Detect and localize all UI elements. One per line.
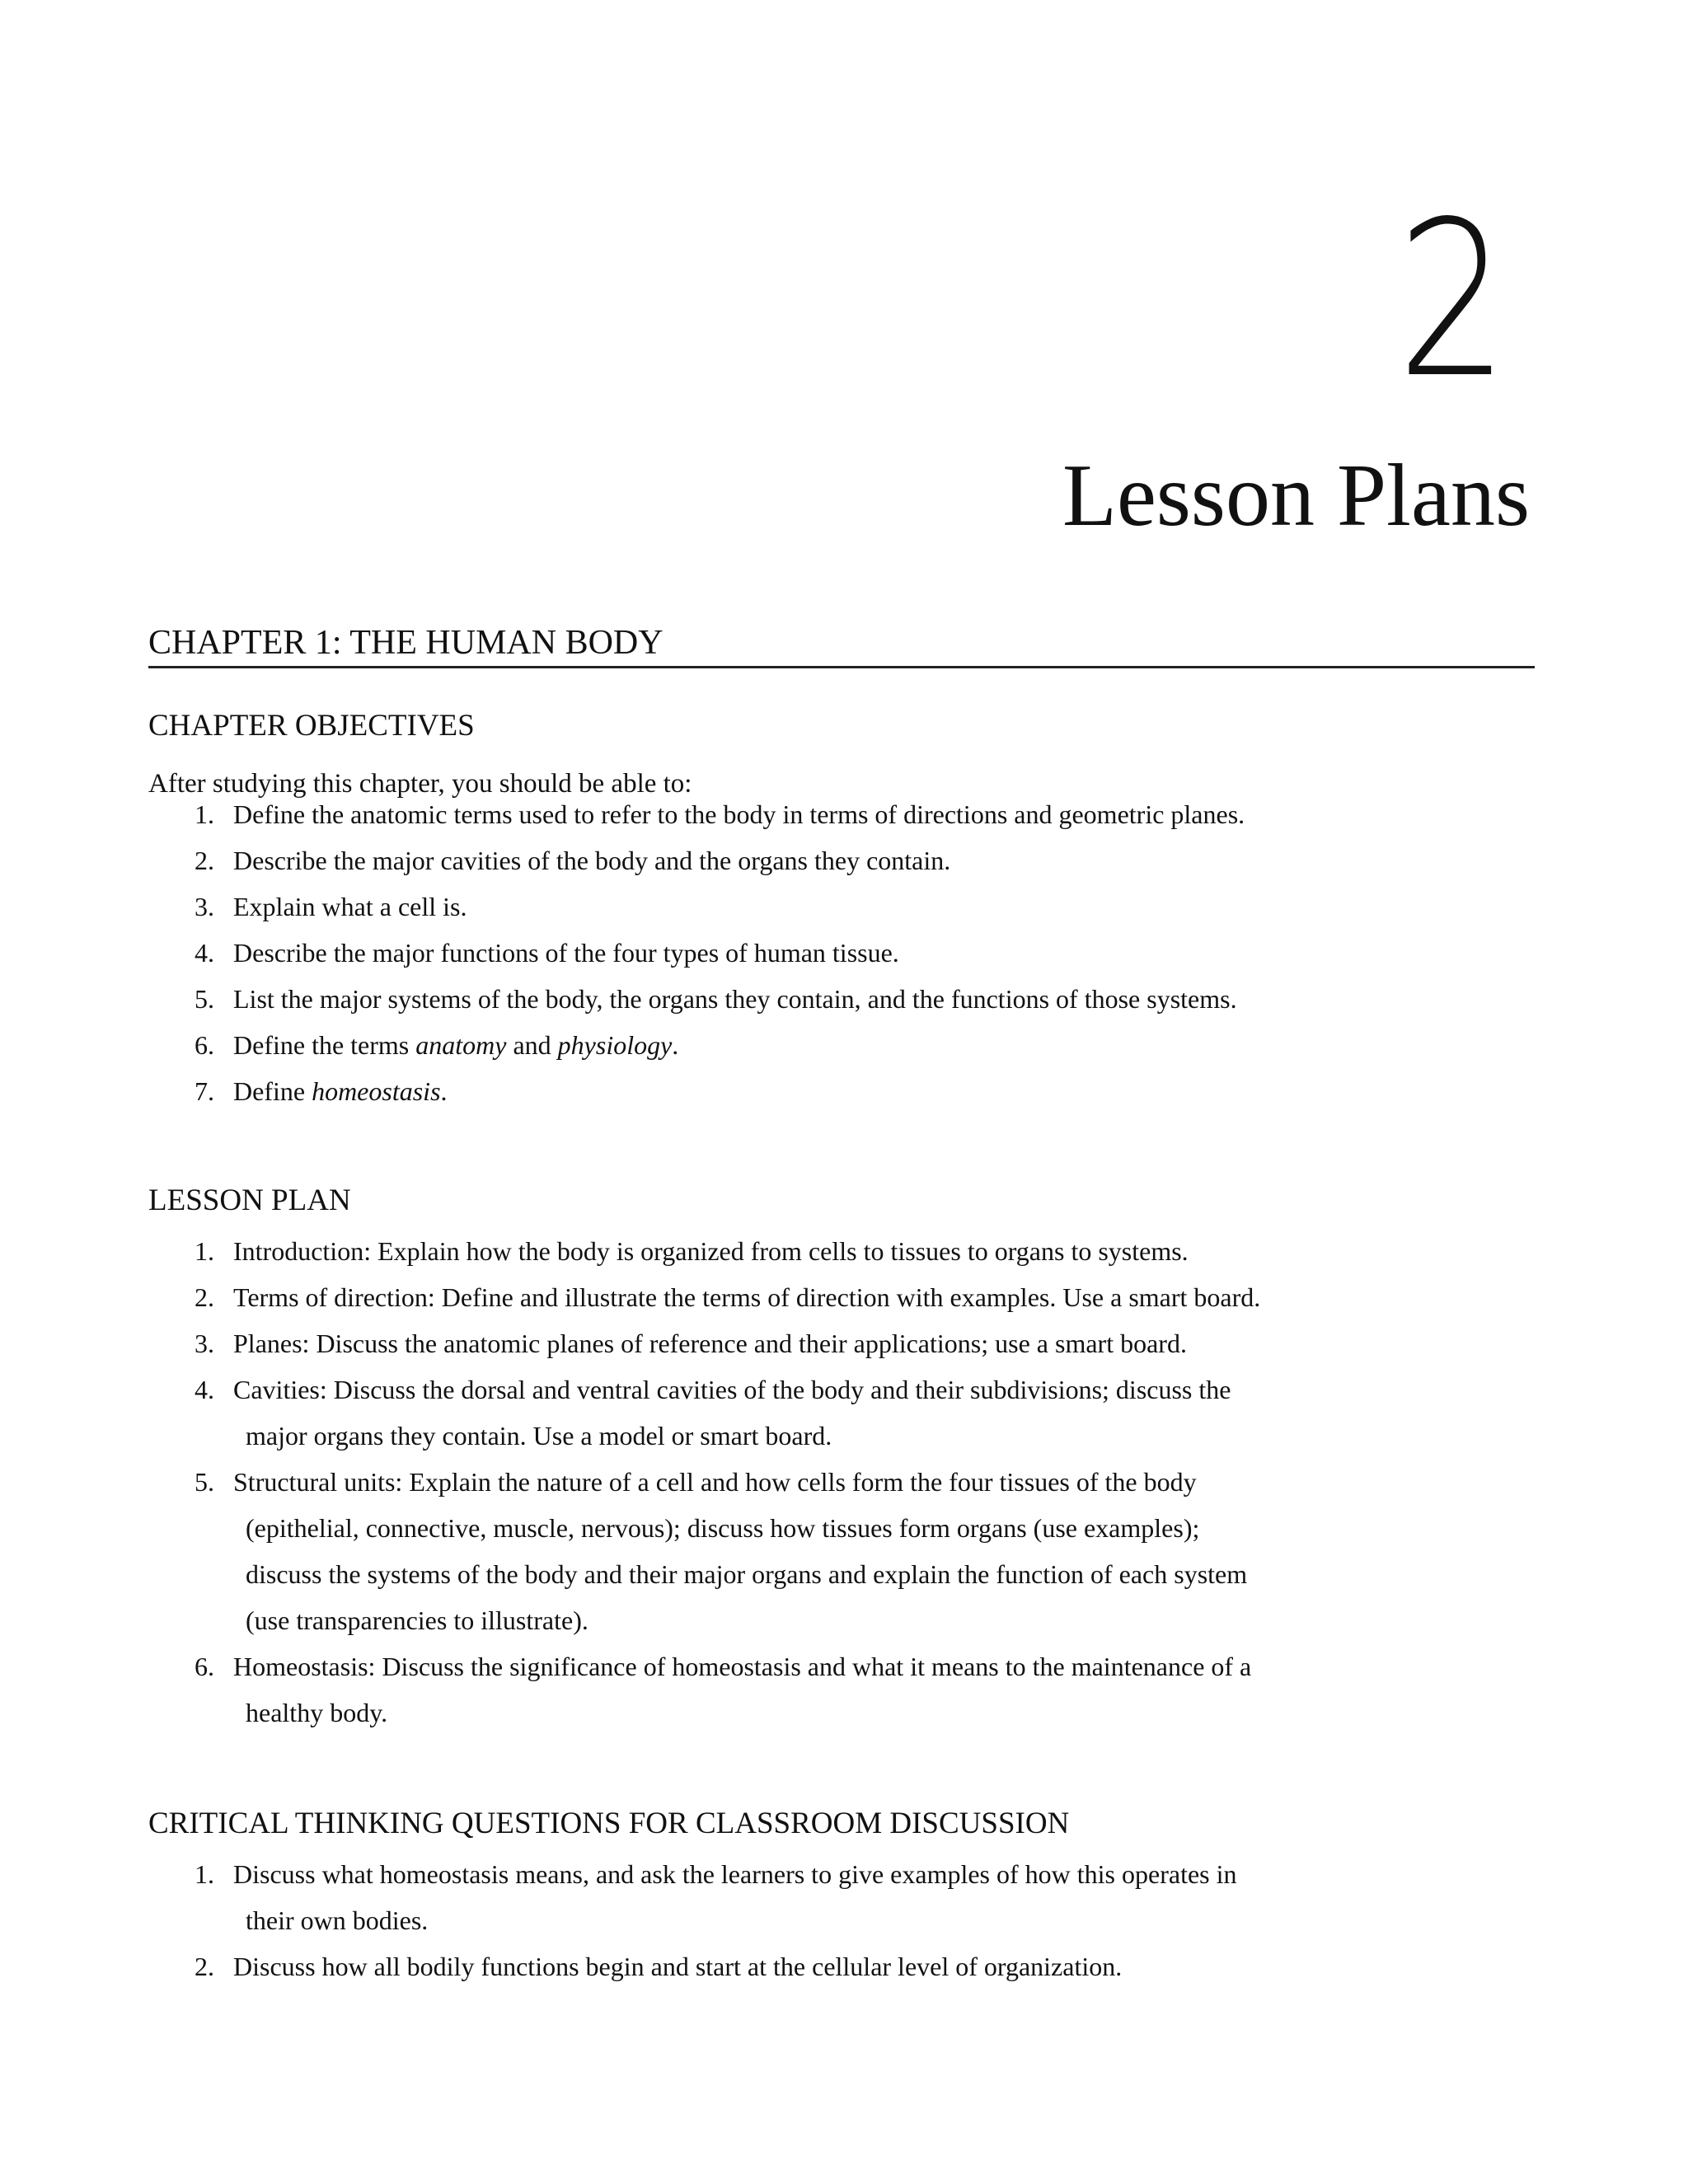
item-number: 1. [195, 1236, 214, 1266]
objective-item [0, 837, 1321, 883]
objectives-title: CHAPTER OBJECTIVES [148, 709, 475, 743]
item-text-mid: and [506, 1030, 558, 1060]
objective-item [0, 976, 1321, 1022]
item-number: 4. [195, 938, 214, 968]
chapter-heading: CHAPTER 1: THE HUMAN BODY [148, 620, 1535, 668]
item-text: Discuss how all bodily functions begin and start at the cellular level of organization. [233, 1952, 1123, 1981]
item-text: Explain what a cell is. [233, 892, 467, 921]
objective-item [0, 930, 1321, 976]
item-text: Define the anatomic terms used to refer to the body in terms of directions and geometric planes. [233, 799, 1245, 829]
item-number: 6. [195, 1030, 214, 1060]
objective-item [0, 1022, 1321, 1068]
part-title: Lesson Plans [1062, 447, 1530, 545]
item-text: Describe the major cavities of the body and the organs they contain. [233, 846, 951, 875]
item-text: Cavities: Discuss the dorsal and ventral cavities of the body and their subdivisions; discuss the [233, 1375, 1231, 1404]
item-text-continuation: their own bodies. [246, 1905, 429, 1935]
item-text-continuation: major organs they contain. Use a model or smart board. [246, 1421, 832, 1451]
item-text-continuation: (use transparencies to illustrate). [246, 1605, 588, 1635]
item-number: 3. [195, 1329, 214, 1358]
lesson-plan-list [0, 1228, 1321, 1736]
term-homeostasis: homeostasis [312, 1076, 441, 1106]
critical-thinking-list [0, 1851, 1321, 1990]
lesson-plan-title: LESSON PLAN [148, 1183, 351, 1217]
item-number: 7. [195, 1076, 214, 1106]
item-text: Structural units: Explain the nature of a cell and how cells form the four tissues of the body [233, 1467, 1197, 1497]
item-text: Describe the major functions of the four types of human tissue. [233, 938, 899, 968]
item-number: 6. [195, 1652, 214, 1681]
item-number: 4. [195, 1375, 214, 1404]
list-item [0, 1366, 1321, 1459]
item-text: List the major systems of the body, the organs they contain, and the functions of those systems. [233, 984, 1237, 1014]
item-text-pre: Define [233, 1076, 312, 1106]
list-item [0, 1643, 1321, 1736]
item-text: Homeostasis: Discuss the significance of homeostasis and what it means to the maintenance of a [233, 1652, 1252, 1681]
objectives-intro: After studying this chapter, you should be able to: [148, 769, 692, 799]
list-item [0, 1943, 1321, 1990]
item-text: Terms of direction: Define and illustrate the terms of direction with examples. Use a smart board. [233, 1282, 1261, 1312]
item-number: 1. [195, 799, 214, 829]
item-number: 1. [195, 1859, 214, 1889]
list-item [0, 1228, 1321, 1274]
item-number: 3. [195, 892, 214, 921]
item-text-post: . [440, 1076, 448, 1106]
list-item [0, 1274, 1321, 1320]
term-anatomy: anatomy [415, 1030, 507, 1060]
item-text-continuation: discuss the systems of the body and their major organs and explain the function of each system [246, 1559, 1248, 1589]
objective-item [0, 1068, 1321, 1114]
item-number: 5. [195, 1467, 214, 1497]
objectives-list [0, 791, 1321, 1114]
list-item [0, 1851, 1321, 1943]
item-text-pre: Define the terms [233, 1030, 416, 1060]
item-number: 2. [195, 1952, 214, 1981]
list-item [0, 1320, 1321, 1366]
critical-thinking-title: CRITICAL THINKING QUESTIONS FOR CLASSROOM DISCUSSION [148, 1807, 1070, 1840]
chapter-number: 2 [1396, 176, 1508, 425]
item-text-continuation: healthy body. [246, 1698, 388, 1727]
item-text: Planes: Discuss the anatomic planes of reference and their applications; use a smart board. [233, 1329, 1187, 1358]
item-text: Discuss what homeostasis means, and ask the learners to give examples of how this operates in [233, 1859, 1237, 1889]
item-number: 2. [195, 846, 214, 875]
item-number: 5. [195, 984, 214, 1014]
term-physiology: physiology [557, 1030, 673, 1060]
item-number: 2. [195, 1282, 214, 1312]
item-text: Introduction: Explain how the body is organized from cells to tissues to organs to systems. [233, 1236, 1189, 1266]
item-text-continuation: (epithelial, connective, muscle, nervous); discuss how tissues form organs (use examples); [246, 1513, 1200, 1543]
objective-item [0, 791, 1321, 837]
list-item [0, 1459, 1321, 1643]
objective-item [0, 883, 1321, 930]
item-text-post: . [672, 1030, 679, 1060]
